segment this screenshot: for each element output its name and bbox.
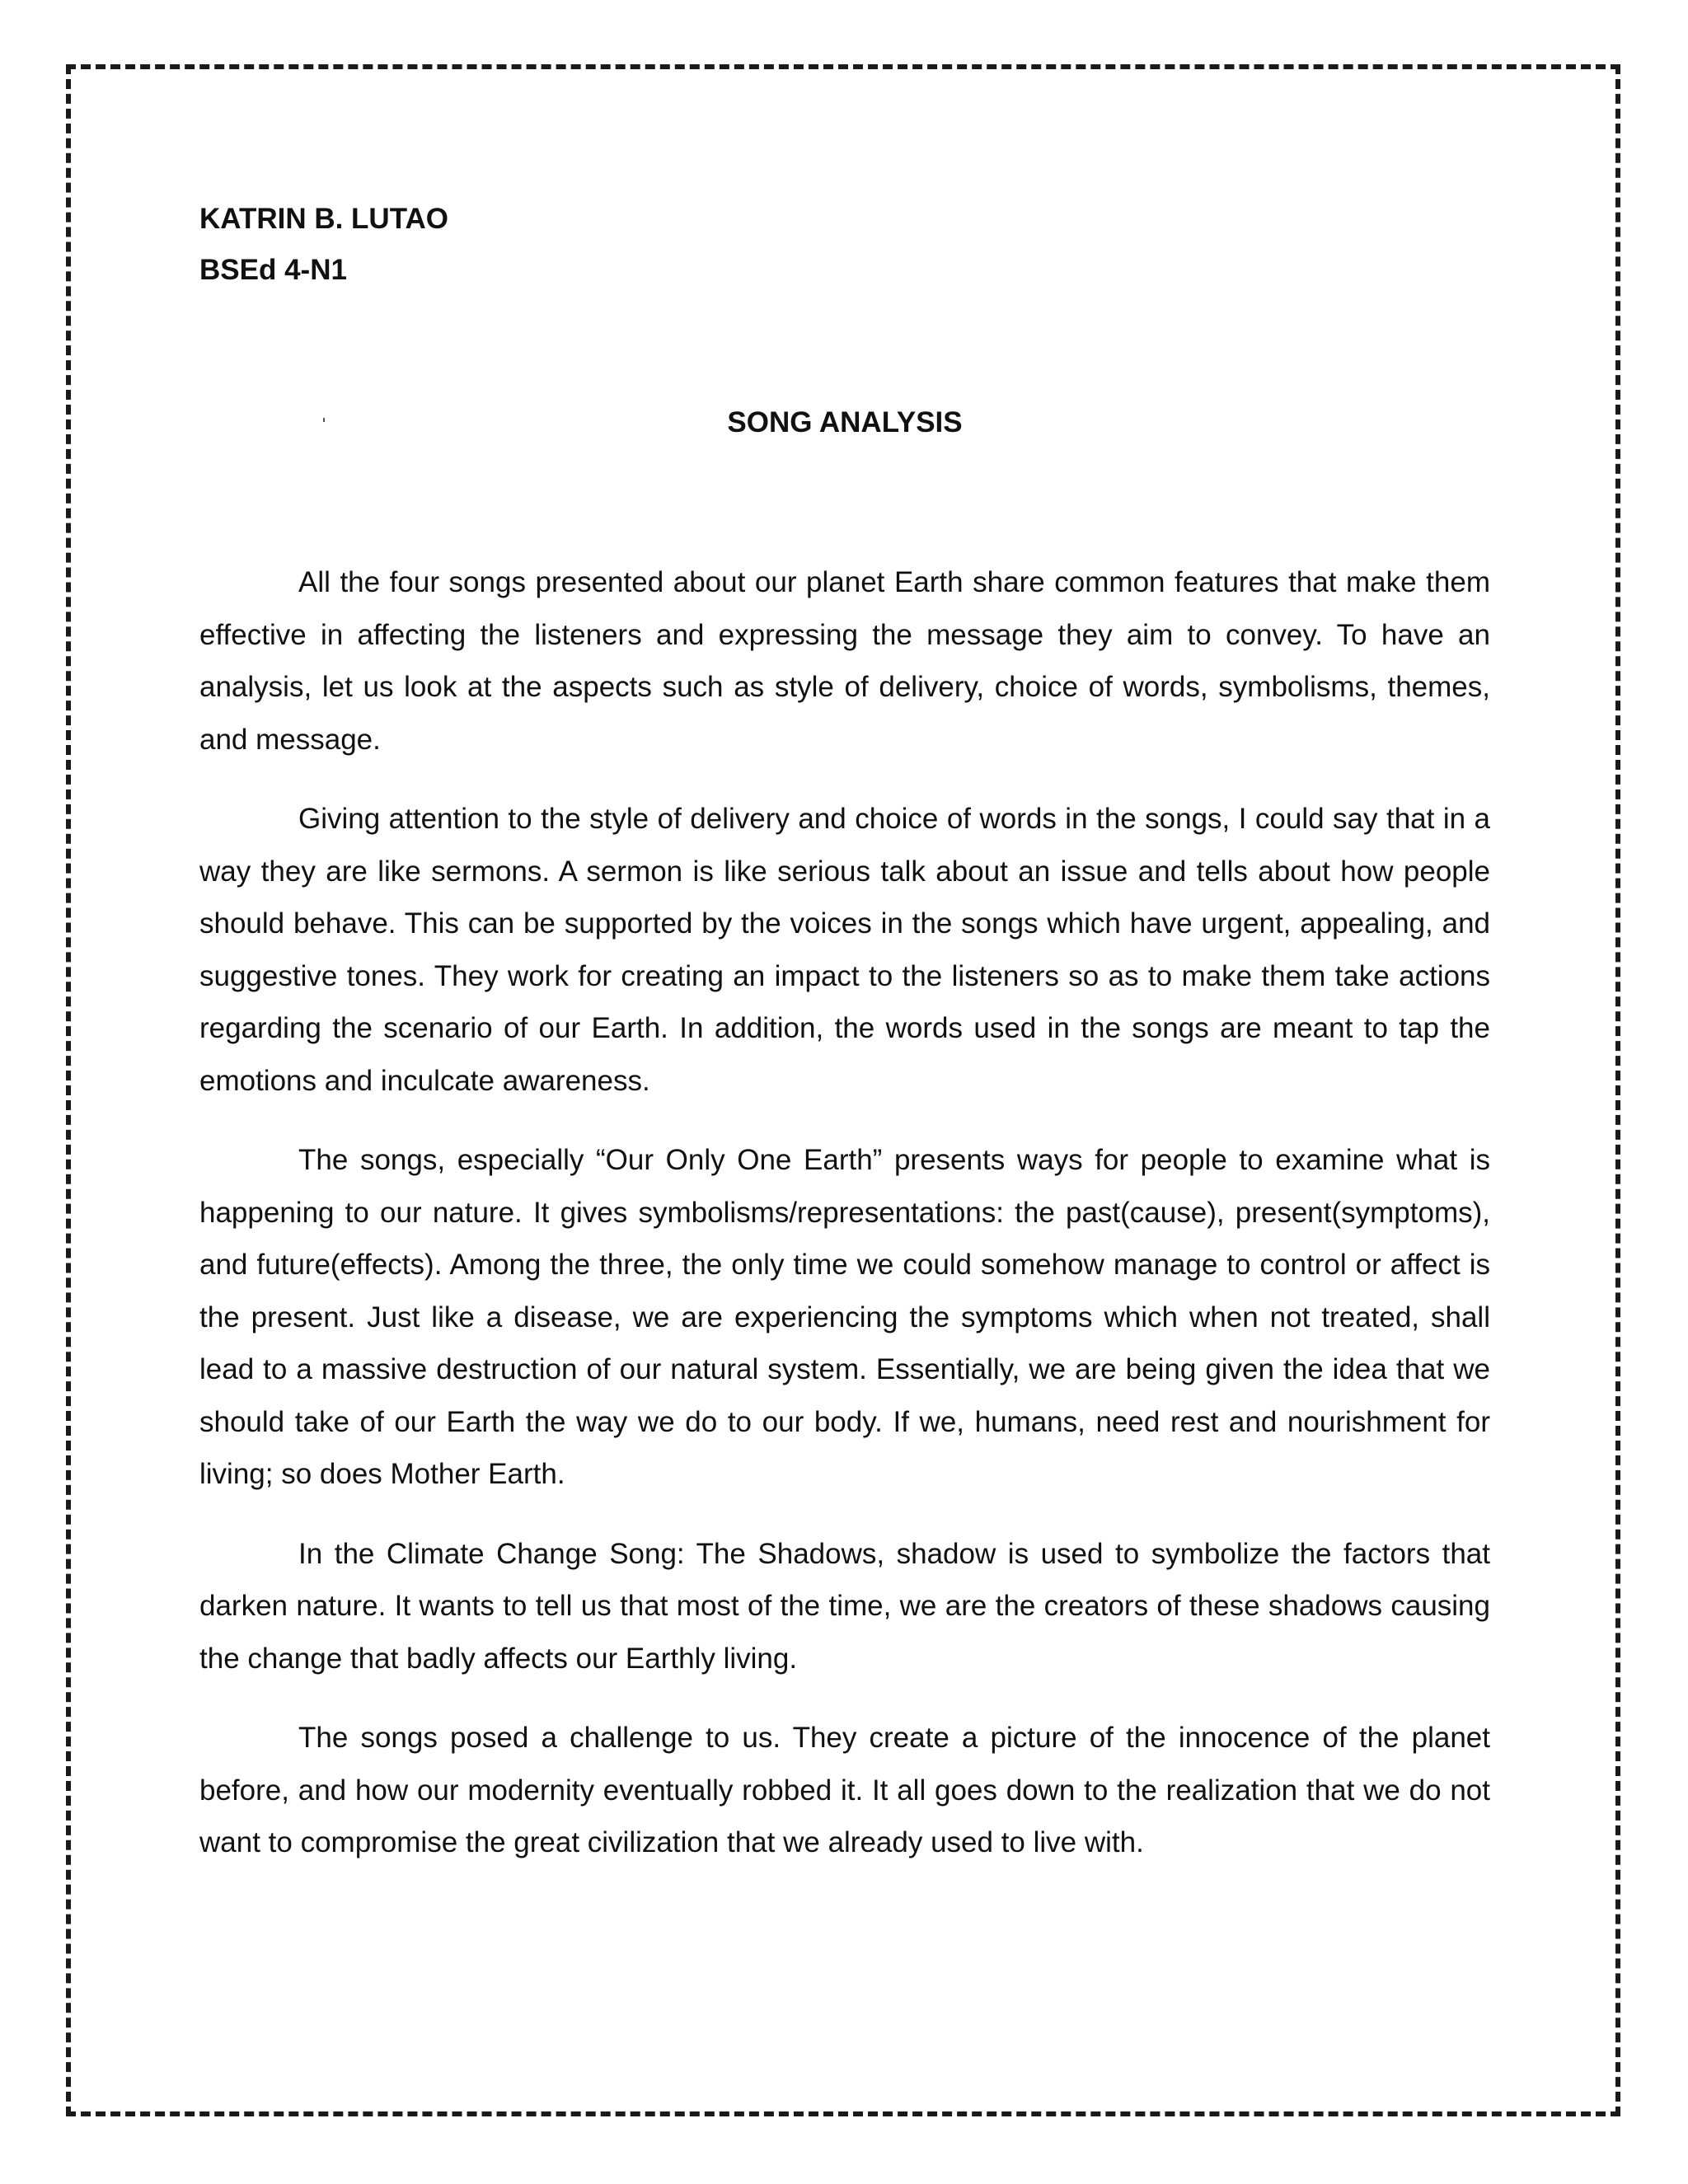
paragraph-5: The songs posed a challenge to us. They create a picture of the innocence of the planet before, and how our modernity eventually robbed it. It all goes down to the realization that we do not want to compromise the great civilization that we already used to live with. <box>199 1722 1490 1858</box>
document-title: SONG ANALYSIS <box>727 406 963 438</box>
paragraph-1: All the four songs presented about our planet Earth share common features that make them effective in affecting the listeners and expressing the message they aim to convey. To have an analysis, let us look at the aspects such as style of delivery, choice of words, symbolisms, themes, and message. <box>199 566 1490 756</box>
paragraph-4: In the Climate Change Song: The Shadows, shadow is used to symbolize the factors that darken nature. It wants to tell us that most of the time, we are the creators of these shadows causing the change that badly affects our Earthly living. <box>199 1537 1490 1675</box>
author-section: BSEd 4-N1 <box>199 254 347 286</box>
author-header <box>199 194 448 296</box>
paragraph-3: The songs, especially “Our Only One Earth” presents ways for people to examine what is happening to our nature. It gives symbolisms/representations: the past(cause), present(symptoms), and future(effects). Among the three, the only time we could somehow manage to control or affect is the present. Just like a disease, we are experiencing the symptoms which when not treated, shall lead to a massive destruction of our natural system. Essentially, we are being given the idea that we should take of our Earth the way we do to our body. If we, humans, need rest and nourishment for living; so does Mother Earth. <box>199 1144 1490 1490</box>
author-name: KATRIN B. LUTAO <box>199 203 448 235</box>
paragraph-2: Giving attention to the style of delivery and choice of words in the songs, I could say that in a way they are like sermons. A sermon is like serious talk about an issue and tells about how people should behave. This can be supported by the voices in the songs which have urgent, appealing, and suggestive tones. They work for creating an impact to the listeners so as to make them take actions regarding the scenario of our Earth. In addition, the words used in the songs are meant to tap the emotions and inculcate awareness. <box>199 803 1490 1097</box>
document-body <box>199 556 1490 1896</box>
